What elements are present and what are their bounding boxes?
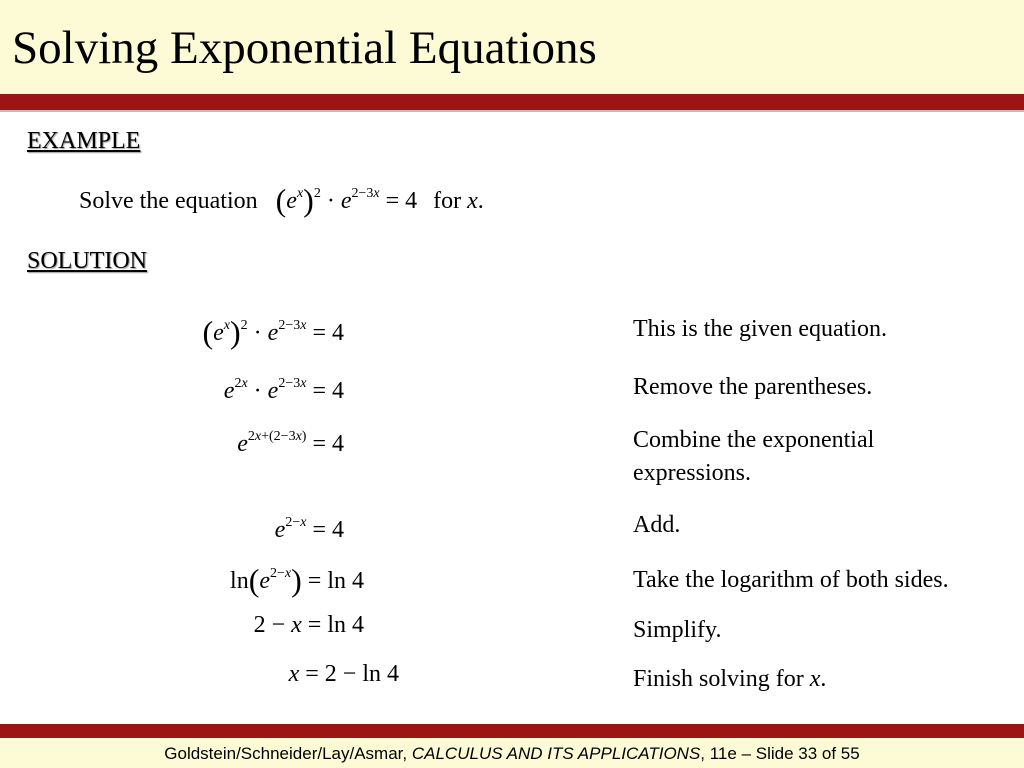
step-5-equation: $\ln(e^{2-x}) = \ln 4$	[230, 562, 364, 598]
problem-period: .	[477, 188, 484, 214]
header-divider-bar	[0, 94, 1024, 110]
step-3-equation: $e^{2x+(2-3x)} = 4$	[237, 429, 344, 457]
step-7-description	[633, 663, 826, 696]
step-5-description: Take the logarithm of both sides.	[633, 567, 949, 593]
step-6-description: Simplify.	[633, 617, 722, 643]
header-divider-shadow	[0, 110, 1024, 112]
problem-variable: x	[467, 188, 478, 214]
step-1-equation: $(e^x)^2 \cdot e^{2-3x} = 4$	[202, 314, 344, 350]
step-2-description: Remove the parentheses.	[633, 374, 873, 400]
step-4-equation: $e^{2-x} = 4$	[274, 515, 344, 543]
step-2-equation: $e^{2x} \cdot e^{2-3x} = 4$	[223, 376, 344, 404]
problem-statement	[79, 176, 484, 219]
step-7-variable: x	[809, 666, 821, 692]
step-7-period: .	[820, 666, 827, 692]
footer-citation	[0, 744, 1024, 764]
step-3-description: Combine the exponential expressions.	[633, 427, 875, 486]
step-1-description: This is the given equation.	[633, 316, 887, 342]
problem-for: for	[433, 188, 462, 214]
footer-slide-info: , 11e – Slide 33 of 55	[700, 744, 860, 763]
problem-equation: $(e^x)^2 \cdot e^{2-3x} = 4$	[275, 182, 418, 218]
solution-label: SOLUTION	[27, 248, 147, 274]
footer-authors: Goldstein/Schneider/Lay/Asmar,	[164, 744, 408, 763]
step-6-equation: 2 − x = ln 4	[253, 612, 364, 638]
example-label: EXAMPLE	[27, 128, 141, 154]
step-4-description: Add.	[633, 512, 681, 538]
step-7-equation: x = 2 − ln 4	[288, 661, 399, 687]
footer-divider-bar	[0, 724, 1024, 738]
footer-book-title: CALCULUS AND ITS APPLICATIONS	[411, 744, 701, 763]
problem-prefix: Solve the equation	[79, 188, 258, 214]
slide-title: Solving Exponential Equations	[12, 22, 597, 74]
step-7-description-text: Finish solving for	[633, 666, 804, 692]
